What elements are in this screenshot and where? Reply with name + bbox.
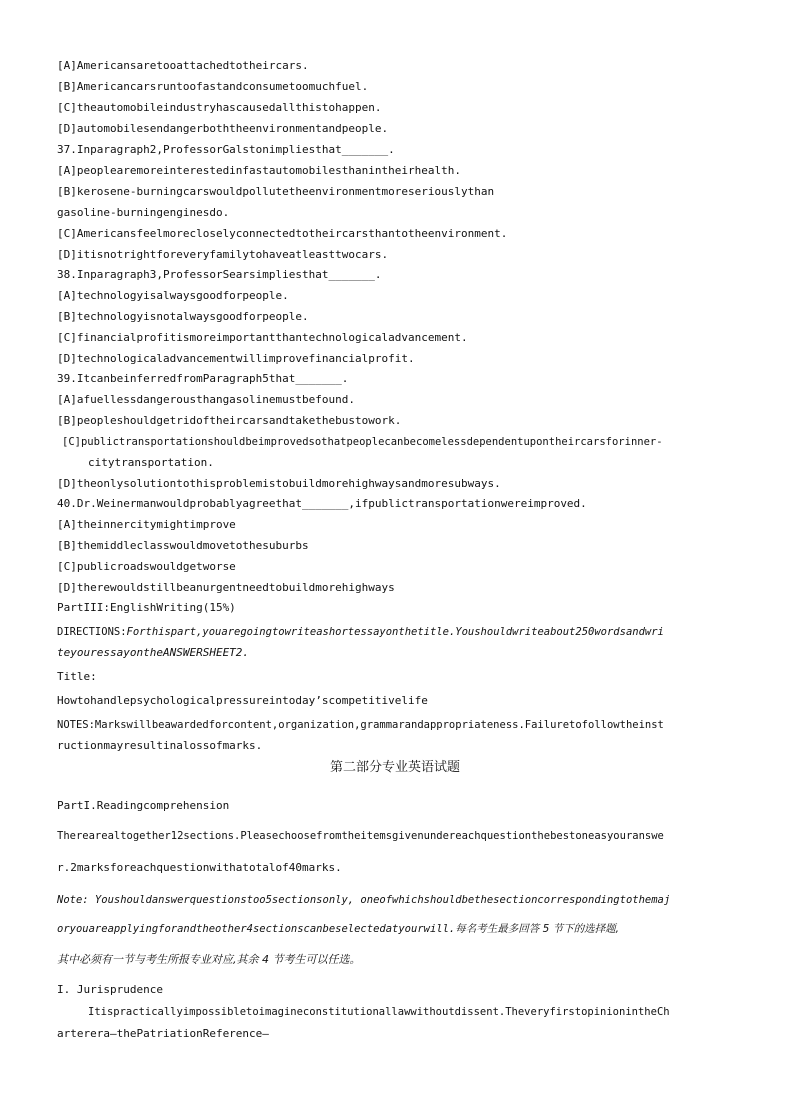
option-c-q40: [C]publicroadswouldgetworse: [57, 560, 236, 573]
section-heading: 第二部分专业英语试题: [329, 760, 460, 775]
directions-text-cont: teyouressayontheANSWERSHEET2.: [57, 646, 250, 659]
option-d-q37: [D]itisnotrightforeveryfamilytohaveatleasttwocars.: [57, 248, 389, 261]
note-text: Note: Youshouldanswerquestionstoo5sectionsonly, oneofwhichshouldbethesectioncorrespondingtothemaj: [57, 894, 671, 906]
option-b-q39: [B]peopleshouldgetridoftheircarsandtakethebustowork.: [57, 414, 402, 427]
option-d-q40: [D]therewouldstillbeanurgentneedtobuildmorehighways: [57, 581, 395, 594]
option-d-q39: [D]theonlysolutiontothisproblemistobuildmorehighwaysandmoresubways.: [57, 477, 501, 490]
option-c-q37: [C]Americansfeelmorecloselyconnectedtotheircarsthantotheenvironment.: [57, 227, 508, 240]
option-d-q38: [D]technologicaladvancementwillimprovefinancialprofit.: [57, 352, 415, 365]
title-label: Title:: [57, 670, 97, 683]
instructions-text: Therearealtogether12sections.Pleasechoosefromtheitemsgivenundereachquestionthebestoneasyouranswe: [57, 830, 664, 842]
option-b-q37-cont: gasoline-burningenginesdo.: [57, 206, 230, 219]
jurisprudence-heading: I. Jurisprudence: [57, 983, 163, 996]
question-40: 40.Dr.Weinermanwouldprobablyagreethat_______,ifpublictransportationwereimproved.: [57, 497, 587, 510]
part-i-heading: PartI.Readingcomprehension: [57, 799, 230, 812]
note-text-chinese-cont: 其中必须有一节与考生所报专业对应,其余 4 节考生可以任选。: [57, 953, 361, 966]
option-d-q36: [D]automobilesendangerboththeenvironmentandpeople.: [57, 122, 389, 135]
option-a-q36: [A]Americansaretooattachedtotheircars.: [57, 59, 309, 72]
directions-line: [57, 625, 664, 639]
option-b-q37: [B]kerosene-burningcarswouldpollutetheenvironmentmoreseriouslythan: [57, 185, 495, 198]
option-c-q38: [C]financialprofitismoreimportantthantechnologicaladvancement.: [57, 331, 468, 344]
option-a-q38: [A]technologyisalwaysgoodforpeople.: [57, 289, 289, 302]
part-iii-heading: PartIII:EnglishWriting(15%): [57, 601, 236, 614]
option-c-q36: [C]theautomobileindustryhascausedallthistohappen.: [57, 101, 382, 114]
note-text-chinese: 每名考生最多回答 5 节下的选择题,: [455, 923, 619, 935]
note-text-english: oryouareapplyingforandtheother4sectionscanbeselectedatyourwill.: [57, 923, 456, 935]
option-a-q37: [A]peoplearemoreinterestedinfastautomobilesthanintheirhealth.: [57, 164, 461, 177]
essay-title: Howtohandlepsychologicalpressureintoday’scompetitivelife: [57, 694, 428, 707]
instructions-text-cont: r.2marksforeachquestionwithatotalof40marks.: [57, 861, 342, 874]
option-c-q39: [C]publictransportationshouldbeimprovedsothatpeoplecanbecomelessdependentupontheircarsforinner-: [62, 436, 663, 448]
question-38: 38.Inparagraph3,ProfessorSearsimpliesthat_______.: [57, 268, 382, 281]
note-text-cont: [57, 922, 619, 936]
option-b-q36: [B]Americancarsruntoofastandconsumetoomuchfuel.: [57, 80, 369, 93]
question-39: 39.ItcanbeinferredfromParagraph5that_______.: [57, 372, 349, 385]
option-a-q39: [A]afuellessdangerousthangasolinemustbefound.: [57, 393, 356, 406]
option-a-q40: [A]theinnercitymightimprove: [57, 518, 236, 531]
option-b-q40: [B]themiddleclasswouldmovetothesuburbs: [57, 539, 309, 552]
directions-label: DIRECTIONS:: [57, 626, 127, 638]
option-c-q39-cont: citytransportation.: [88, 456, 214, 469]
notes-text: NOTES:Markswillbeawardedforcontent,organization,grammarandappropriateness.Failuretofollowtheinst: [57, 719, 664, 731]
jurisprudence-paragraph: Itispracticallyimpossibletoimagineconstitutionallawwithoutdissent.TheveryfirstopinionintheCh: [88, 1006, 670, 1018]
jurisprudence-paragraph-cont: arterera—thePatriationReference—: [57, 1027, 269, 1040]
option-b-q38: [B]technologyisnotalwaysgoodforpeople.: [57, 310, 309, 323]
directions-text: Forthispart,youaregoingtowriteashortessayonthetitle.Youshouldwriteabout250wordsandwri: [126, 626, 664, 638]
notes-text-cont: ructionmayresultinalossofmarks.: [57, 739, 263, 752]
question-37: 37.Inparagraph2,ProfessorGalstonimpliesthat_______.: [57, 143, 395, 156]
